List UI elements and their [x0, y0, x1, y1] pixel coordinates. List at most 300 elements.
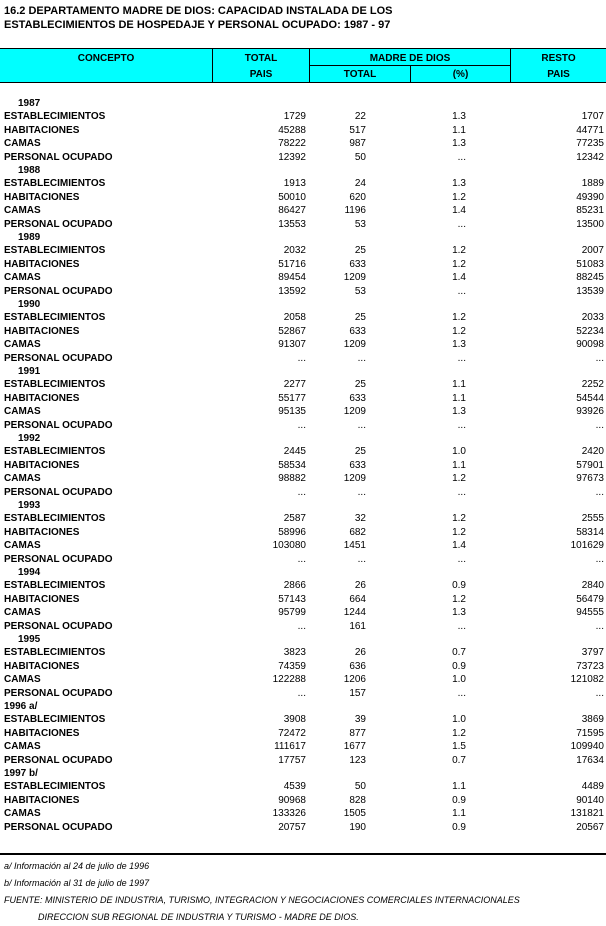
madre-de-dios-pct-cell: 1.3	[452, 406, 466, 418]
resto-pais-cell: ...	[595, 553, 604, 565]
resto-pais-cell: ...	[595, 687, 604, 699]
madre-de-dios-pct-cell: 1.4	[452, 540, 466, 552]
madre-de-dios-pct-cell: 0.7	[452, 647, 466, 659]
concept-cell: ESTABLECIMIENTOS	[4, 580, 106, 592]
concept-cell: PERSONAL OCUPADO	[4, 285, 113, 297]
year-row	[0, 97, 606, 110]
madre-de-dios-total-cell: 26	[354, 647, 366, 659]
madre-de-dios-total-cell: 50	[354, 781, 366, 793]
footnotes	[4, 858, 604, 926]
resto-pais-cell: 17634	[576, 754, 604, 766]
resto-pais-cell: ...	[595, 620, 604, 632]
table-row	[0, 512, 606, 525]
source-note-continued: DIRECCION SUB REGIONAL DE INDUSTRIA Y TURISMO - MADRE DE DIOS.	[38, 912, 359, 922]
table-row	[0, 244, 606, 257]
resto-pais-cell: 13500	[576, 218, 604, 230]
concept-cell: CAMAS	[4, 272, 41, 284]
year-row	[0, 767, 606, 780]
madre-de-dios-total-cell: 25	[354, 379, 366, 391]
resto-pais-cell: 57901	[576, 459, 604, 471]
resto-pais-cell: ...	[595, 419, 604, 431]
table-row	[0, 338, 606, 351]
table-row	[0, 285, 606, 298]
resto-pais-cell: ...	[595, 352, 604, 364]
total-pais-cell: 55177	[278, 392, 306, 404]
madre-de-dios-pct-cell: 0.9	[452, 580, 466, 592]
table-row	[0, 405, 606, 418]
madre-de-dios-pct-cell: 1.2	[452, 258, 466, 270]
madre-de-dios-total-cell: 1209	[343, 406, 366, 418]
table-row	[0, 807, 606, 820]
footnote-a: a/ Información al 24 de julio de 1996	[4, 861, 150, 871]
concept-cell: PERSONAL OCUPADO	[4, 687, 113, 699]
madre-de-dios-pct-cell: 1.1	[452, 124, 466, 136]
table-row	[0, 579, 606, 592]
resto-pais-cell: 2252	[581, 379, 604, 391]
concept-cell: CAMAS	[4, 808, 41, 820]
total-pais-cell: 50010	[278, 191, 306, 203]
madre-de-dios-total-cell: 877	[349, 727, 366, 739]
table-row	[0, 472, 606, 485]
year-label: 1989	[18, 232, 41, 243]
page-title	[4, 4, 604, 32]
madre-de-dios-total-cell: 26	[354, 580, 366, 592]
concept-cell: CAMAS	[4, 138, 41, 150]
madre-de-dios-total-cell: 24	[354, 178, 366, 190]
table-row	[0, 177, 606, 190]
resto-pais-cell: 73723	[576, 660, 604, 672]
madre-de-dios-total-cell: 1244	[343, 607, 366, 619]
table-row	[0, 378, 606, 391]
resto-pais-cell: 85231	[576, 205, 604, 217]
year-row	[0, 365, 606, 378]
concept-cell: ESTABLECIMIENTOS	[4, 178, 106, 190]
madre-de-dios-pct-cell: 1.1	[452, 379, 466, 391]
year-label: 1997 b/	[4, 768, 38, 779]
concept-cell: PERSONAL OCUPADO	[4, 754, 113, 766]
total-pais-cell: 13592	[278, 285, 306, 297]
madre-de-dios-total-cell: 1451	[343, 540, 366, 552]
madre-de-dios-pct-cell: 1.5	[452, 741, 466, 753]
concept-cell: CAMAS	[4, 406, 41, 418]
table-bottom-rule	[0, 853, 606, 855]
madre-de-dios-pct-cell: ...	[457, 352, 466, 364]
resto-pais-cell: 12342	[576, 151, 604, 163]
madre-de-dios-total-cell: ...	[357, 352, 366, 364]
madre-de-dios-pct-cell: 1.1	[452, 808, 466, 820]
total-pais-cell: 3908	[283, 714, 306, 726]
resto-pais-cell: 71595	[576, 727, 604, 739]
table-row	[0, 459, 606, 472]
total-pais-cell: 45288	[278, 124, 306, 136]
concept-cell: HABITACIONES	[4, 392, 80, 404]
total-pais-cell: 78222	[278, 138, 306, 150]
madre-de-dios-total-cell: 1209	[343, 339, 366, 351]
madre-de-dios-total-cell: 1209	[343, 272, 366, 284]
resto-pais-cell: 1707	[581, 111, 604, 123]
total-pais-cell: 95799	[278, 607, 306, 619]
madre-de-dios-total-cell: 636	[349, 660, 366, 672]
resto-pais-cell: 49390	[576, 191, 604, 203]
total-pais-cell: 2277	[283, 379, 306, 391]
table-row	[0, 780, 606, 793]
madre-de-dios-pct-cell: 1.2	[452, 593, 466, 605]
madre-de-dios-pct-cell: 1.3	[452, 339, 466, 351]
table-row	[0, 727, 606, 740]
table-row	[0, 392, 606, 405]
footnote-b: b/ Información al 31 de julio de 1997	[4, 878, 150, 888]
year-label: 1995	[18, 634, 41, 645]
concept-cell: HABITACIONES	[4, 258, 80, 270]
concept-cell: ESTABLECIMIENTOS	[4, 781, 106, 793]
header-madre-de-dios: MADRE DE DIOS	[369, 53, 451, 64]
table-row	[0, 218, 606, 231]
year-row	[0, 499, 606, 512]
madre-de-dios-pct-cell: 0.9	[452, 794, 466, 806]
table-row	[0, 311, 606, 324]
table-row	[0, 821, 606, 834]
total-pais-cell: 57143	[278, 593, 306, 605]
madre-de-dios-total-cell: 22	[354, 111, 366, 123]
concept-cell: PERSONAL OCUPADO	[4, 821, 113, 833]
resto-pais-cell: 20567	[576, 821, 604, 833]
table-row	[0, 110, 606, 123]
madre-de-dios-pct-cell: ...	[457, 285, 466, 297]
concept-cell: CAMAS	[4, 339, 41, 351]
total-pais-cell: 72472	[278, 727, 306, 739]
concept-cell: ESTABLECIMIENTOS	[4, 446, 106, 458]
concept-cell: PERSONAL OCUPADO	[4, 352, 113, 364]
table-header	[0, 48, 606, 83]
madre-de-dios-pct-cell: ...	[457, 486, 466, 498]
madre-de-dios-total-cell: ...	[357, 486, 366, 498]
table-row	[0, 687, 606, 700]
resto-pais-cell: 131821	[570, 808, 604, 820]
source-note: FUENTE: MINISTERIO DE INDUSTRIA, TURISMO, INTEGRACION Y NEGOCIACIONES COMERCIALES INTERNACIONALES	[4, 895, 520, 905]
madre-de-dios-total-cell: 633	[349, 325, 366, 337]
resto-pais-cell: 3869	[581, 714, 604, 726]
madre-de-dios-pct-cell: 1.3	[452, 138, 466, 150]
madre-de-dios-total-cell: 1209	[343, 473, 366, 485]
madre-de-dios-pct-cell: ...	[457, 218, 466, 230]
resto-pais-cell: 4489	[581, 781, 604, 793]
year-row	[0, 633, 606, 646]
table-row	[0, 673, 606, 686]
madre-de-dios-total-cell: 682	[349, 526, 366, 538]
total-pais-cell: 90968	[278, 794, 306, 806]
madre-de-dios-pct-cell: 1.3	[452, 607, 466, 619]
total-pais-cell: 58534	[278, 459, 306, 471]
table-row	[0, 258, 606, 271]
total-pais-cell: 58996	[278, 526, 306, 538]
table-row	[0, 660, 606, 673]
concept-cell: CAMAS	[4, 540, 41, 552]
concept-cell: CAMAS	[4, 741, 41, 753]
table-row	[0, 646, 606, 659]
resto-pais-cell: 121082	[570, 674, 604, 686]
madre-de-dios-total-cell: ...	[357, 419, 366, 431]
concept-cell: PERSONAL OCUPADO	[4, 620, 113, 632]
resto-pais-cell: 2007	[581, 245, 604, 257]
total-pais-cell: 122288	[272, 674, 306, 686]
resto-pais-cell: 2420	[581, 446, 604, 458]
madre-de-dios-total-cell: 633	[349, 258, 366, 270]
resto-pais-cell: 77235	[576, 138, 604, 150]
concept-cell: HABITACIONES	[4, 191, 80, 203]
total-pais-cell: 2058	[283, 312, 306, 324]
madre-de-dios-total-cell: 50	[354, 151, 366, 163]
madre-de-dios-total-cell: 123	[349, 754, 366, 766]
madre-de-dios-total-cell: ...	[357, 553, 366, 565]
total-pais-cell: 74359	[278, 660, 306, 672]
madre-de-dios-pct-cell: 1.3	[452, 178, 466, 190]
year-label: 1992	[18, 433, 41, 444]
year-row	[0, 700, 606, 713]
madre-de-dios-total-cell: 190	[349, 821, 366, 833]
concept-cell: PERSONAL OCUPADO	[4, 486, 113, 498]
title-line-1: 16.2 DEPARTAMENTO MADRE DE DIOS: CAPACIDAD INSTALADA DE LOS	[4, 5, 393, 17]
resto-pais-cell: 2033	[581, 312, 604, 324]
madre-de-dios-pct-cell: 0.9	[452, 660, 466, 672]
madre-de-dios-pct-cell: 1.2	[452, 245, 466, 257]
total-pais-cell: 20757	[278, 821, 306, 833]
madre-de-dios-total-cell: 633	[349, 392, 366, 404]
madre-de-dios-total-cell: 828	[349, 794, 366, 806]
total-pais-cell: ...	[297, 352, 306, 364]
header-pais: PAIS	[249, 69, 273, 80]
madre-de-dios-pct-cell: ...	[457, 687, 466, 699]
concept-cell: HABITACIONES	[4, 124, 80, 136]
title-line-2: ESTABLECIMIENTOS DE HOSPEDAJE Y PERSONAL OCUPADO: 1987 - 97	[4, 19, 391, 31]
year-label: 1991	[18, 366, 41, 377]
madre-de-dios-pct-cell: 1.1	[452, 781, 466, 793]
table-row	[0, 352, 606, 365]
resto-pais-cell: 93926	[576, 406, 604, 418]
total-pais-cell: ...	[297, 419, 306, 431]
header-resto-pais: PAIS	[547, 69, 570, 80]
madre-de-dios-total-cell: 53	[354, 218, 366, 230]
concept-cell: CAMAS	[4, 205, 41, 217]
total-pais-cell: 2445	[283, 446, 306, 458]
year-row	[0, 298, 606, 311]
madre-de-dios-pct-cell: ...	[457, 553, 466, 565]
madre-de-dios-total-cell: 157	[349, 687, 366, 699]
total-pais-cell: 1913	[283, 178, 306, 190]
concept-cell: CAMAS	[4, 473, 41, 485]
year-label: 1996 a/	[4, 701, 38, 712]
resto-pais-cell: 97673	[576, 473, 604, 485]
table-row	[0, 325, 606, 338]
madre-de-dios-pct-cell: 1.1	[452, 459, 466, 471]
madre-de-dios-pct-cell: 1.0	[452, 674, 466, 686]
resto-pais-cell: 1889	[581, 178, 604, 190]
table-row	[0, 754, 606, 767]
table-row	[0, 137, 606, 150]
resto-pais-cell: 90140	[576, 794, 604, 806]
header-concepto: CONCEPTO	[77, 53, 135, 64]
madre-de-dios-pct-cell: 1.0	[452, 714, 466, 726]
table-row	[0, 486, 606, 499]
total-pais-cell: 1729	[283, 111, 306, 123]
madre-de-dios-pct-cell: 1.2	[452, 473, 466, 485]
concept-cell: ESTABLECIMIENTOS	[4, 312, 106, 324]
madre-de-dios-total-cell: 1505	[343, 808, 366, 820]
table-row	[0, 151, 606, 164]
resto-pais-cell: 54544	[576, 392, 604, 404]
madre-de-dios-total-cell: 25	[354, 245, 366, 257]
year-label: 1988	[18, 165, 41, 176]
resto-pais-cell: 109940	[570, 741, 604, 753]
madre-de-dios-total-cell: 25	[354, 446, 366, 458]
total-pais-cell: ...	[297, 486, 306, 498]
madre-de-dios-pct-cell: 1.2	[452, 526, 466, 538]
table-row	[0, 606, 606, 619]
resto-pais-cell: 101629	[570, 540, 604, 552]
year-row	[0, 432, 606, 445]
madre-de-dios-total-cell: 633	[349, 459, 366, 471]
total-pais-cell: 13553	[278, 218, 306, 230]
total-pais-cell: 52867	[278, 325, 306, 337]
year-label: 1993	[18, 500, 41, 511]
concept-cell: HABITACIONES	[4, 459, 80, 471]
concept-cell: PERSONAL OCUPADO	[4, 151, 113, 163]
total-pais-cell: 86427	[278, 205, 306, 217]
total-pais-cell: ...	[297, 553, 306, 565]
table-row	[0, 593, 606, 606]
table-row	[0, 740, 606, 753]
madre-de-dios-pct-cell: ...	[457, 151, 466, 163]
concept-cell: ESTABLECIMIENTOS	[4, 245, 106, 257]
madre-de-dios-pct-cell: 1.2	[452, 191, 466, 203]
table-row	[0, 713, 606, 726]
madre-de-dios-pct-cell: 1.4	[452, 272, 466, 284]
header-md-total: TOTAL	[343, 69, 377, 80]
concept-cell: ESTABLECIMIENTOS	[4, 714, 106, 726]
concept-cell: HABITACIONES	[4, 593, 80, 605]
total-pais-cell: ...	[297, 687, 306, 699]
concept-cell: HABITACIONES	[4, 727, 80, 739]
total-pais-cell: 2032	[283, 245, 306, 257]
madre-de-dios-pct-cell: 1.4	[452, 205, 466, 217]
total-pais-cell: 12392	[278, 151, 306, 163]
madre-de-dios-pct-cell: 1.2	[452, 312, 466, 324]
resto-pais-cell: 56479	[576, 593, 604, 605]
concept-cell: ESTABLECIMIENTOS	[4, 111, 106, 123]
total-pais-cell: 133326	[272, 808, 306, 820]
table-row	[0, 124, 606, 137]
madre-de-dios-total-cell: 39	[354, 714, 366, 726]
concept-cell: ESTABLECIMIENTOS	[4, 379, 106, 391]
header-md-pct: (%)	[452, 69, 469, 80]
madre-de-dios-total-cell: 1196	[344, 205, 366, 217]
resto-pais-cell: 94555	[576, 607, 604, 619]
madre-de-dios-total-cell: 987	[349, 138, 366, 150]
year-label: 1987	[18, 98, 41, 109]
madre-de-dios-pct-cell: 1.2	[452, 727, 466, 739]
resto-pais-cell: 3797	[581, 647, 604, 659]
total-pais-cell: 91307	[278, 339, 306, 351]
resto-pais-cell: 2555	[581, 513, 604, 525]
resto-pais-cell: 13539	[576, 285, 604, 297]
total-pais-cell: 111617	[274, 741, 306, 753]
madre-de-dios-total-cell: 161	[349, 620, 366, 632]
concept-cell: PERSONAL OCUPADO	[4, 553, 113, 565]
madre-de-dios-total-cell: 517	[349, 124, 366, 136]
total-pais-cell: 2587	[283, 513, 306, 525]
madre-de-dios-pct-cell: 1.1	[452, 392, 466, 404]
madre-de-dios-total-cell: 664	[349, 593, 366, 605]
madre-de-dios-total-cell: 1677	[343, 741, 366, 753]
madre-de-dios-pct-cell: 0.7	[452, 754, 466, 766]
concept-cell: HABITACIONES	[4, 794, 80, 806]
total-pais-cell: 4539	[283, 781, 306, 793]
table-row	[0, 191, 606, 204]
header-total: TOTAL	[244, 53, 278, 64]
total-pais-cell: 95135	[278, 406, 306, 418]
resto-pais-cell: 88245	[576, 272, 604, 284]
concept-cell: PERSONAL OCUPADO	[4, 218, 113, 230]
table-row	[0, 794, 606, 807]
total-pais-cell: 51716	[278, 258, 306, 270]
table-row	[0, 445, 606, 458]
madre-de-dios-pct-cell: 1.2	[452, 513, 466, 525]
concept-cell: HABITACIONES	[4, 526, 80, 538]
concept-cell: CAMAS	[4, 607, 41, 619]
resto-pais-cell: 52234	[576, 325, 604, 337]
total-pais-cell: 17757	[278, 754, 306, 766]
total-pais-cell: 3823	[283, 647, 306, 659]
year-row	[0, 164, 606, 177]
madre-de-dios-pct-cell: 1.2	[452, 325, 466, 337]
resto-pais-cell: ...	[595, 486, 604, 498]
year-row	[0, 231, 606, 244]
header-resto: RESTO	[541, 53, 576, 64]
concept-cell: ESTABLECIMIENTOS	[4, 647, 106, 659]
total-pais-cell: 2866	[283, 580, 306, 592]
madre-de-dios-total-cell: 1206	[343, 674, 366, 686]
resto-pais-cell: 2840	[581, 580, 604, 592]
table-row	[0, 271, 606, 284]
madre-de-dios-pct-cell: 1.3	[452, 111, 466, 123]
year-row	[0, 566, 606, 579]
resto-pais-cell: 51083	[576, 258, 604, 270]
madre-de-dios-total-cell: 53	[354, 285, 366, 297]
resto-pais-cell: 90098	[576, 339, 604, 351]
madre-de-dios-pct-cell: ...	[457, 419, 466, 431]
concept-cell: PERSONAL OCUPADO	[4, 419, 113, 431]
resto-pais-cell: 44771	[576, 124, 604, 136]
table-row	[0, 419, 606, 432]
table-row	[0, 620, 606, 633]
madre-de-dios-total-cell: 25	[354, 312, 366, 324]
concept-cell: ESTABLECIMIENTOS	[4, 513, 106, 525]
year-label: 1994	[18, 567, 41, 578]
table-row	[0, 539, 606, 552]
concept-cell: HABITACIONES	[4, 660, 80, 672]
table-row	[0, 204, 606, 217]
madre-de-dios-total-cell: 32	[354, 513, 366, 525]
madre-de-dios-pct-cell: 0.9	[452, 821, 466, 833]
concept-cell: HABITACIONES	[4, 325, 80, 337]
total-pais-cell: 103080	[272, 540, 306, 552]
year-label: 1990	[18, 299, 41, 310]
table-row	[0, 553, 606, 566]
total-pais-cell: 89454	[278, 272, 306, 284]
total-pais-cell: 98882	[278, 473, 306, 485]
resto-pais-cell: 58314	[576, 526, 604, 538]
madre-de-dios-pct-cell: ...	[457, 620, 466, 632]
madre-de-dios-total-cell: 620	[349, 191, 366, 203]
